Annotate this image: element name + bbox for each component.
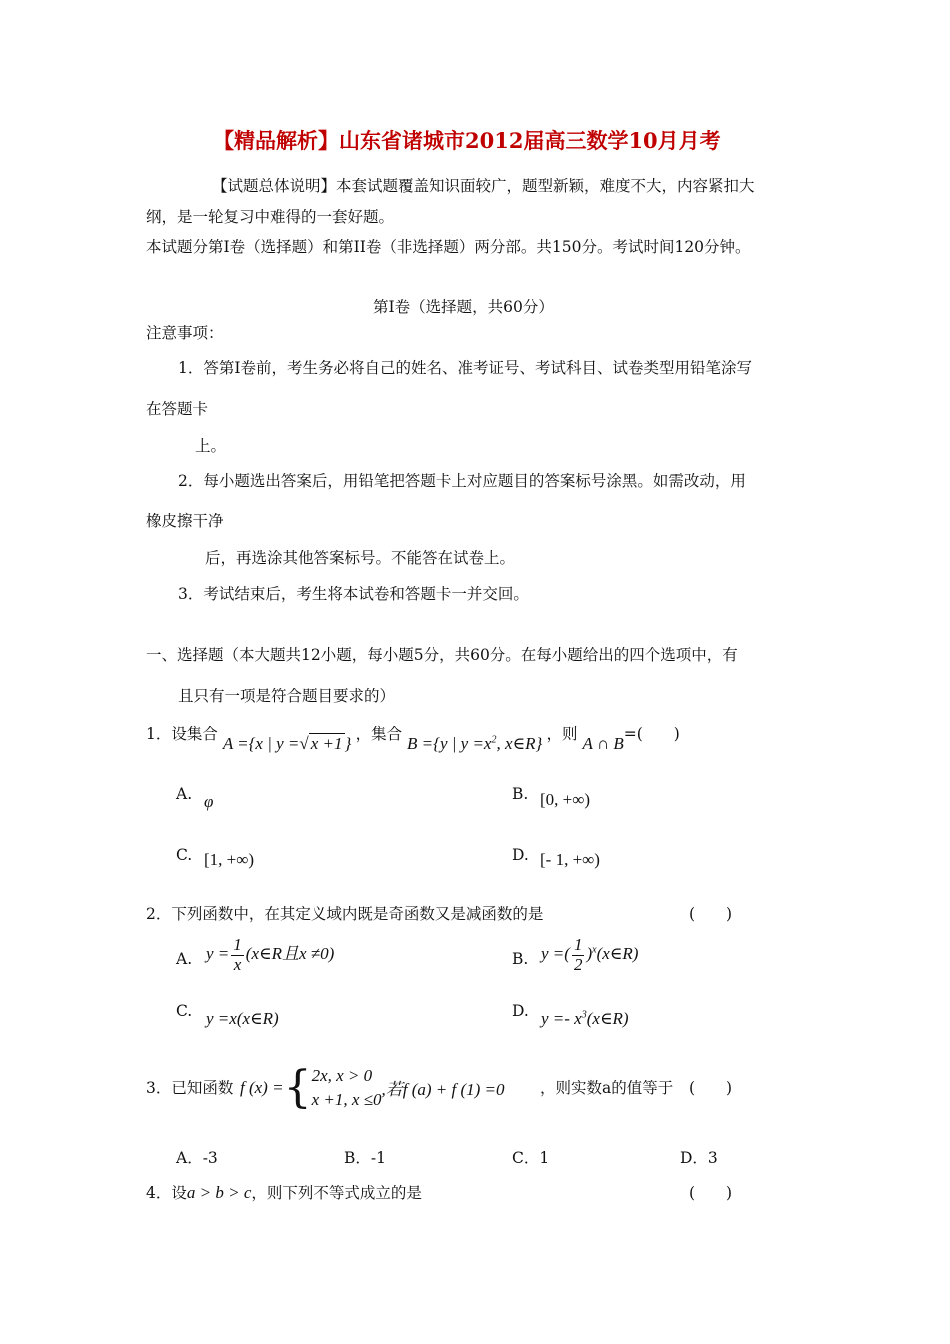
q1-option-b-label: B. (512, 785, 529, 803)
notes-heading: 注意事项： (146, 324, 224, 342)
q2-option-b-value (541, 936, 638, 974)
q3-bracket: ( ) (689, 1079, 733, 1097)
q1-option-c-value: [1, +∞) (204, 850, 255, 869)
q1-ask-pre: ，则 (546, 725, 578, 743)
q2-option-a-label: A. (176, 950, 193, 968)
note-1b: 在答题卡 (146, 400, 209, 418)
q1-option-d-value: [- 1, +∞) (540, 850, 600, 869)
q1-set-b-tail: , x∈R} (496, 734, 543, 753)
q2-b-denominator: 2 (573, 954, 583, 974)
q2-b-domain: (x∈R) (596, 944, 639, 964)
page-title: 【精品解析】山东省诸城市2012届高三数学10月月考 (213, 128, 721, 153)
q1-ask: A ∩ B (582, 734, 624, 753)
q2-b-lhs: y =( (541, 944, 570, 964)
q4-prefix: 4．设 (146, 1184, 187, 1202)
q1-option-a-label: A. (176, 785, 193, 803)
part1-heading: 第Ⅰ卷（选择题，共60分） (373, 298, 554, 316)
note-3: 3．考试结束后，考生将本试卷和答题卡一并交回。 (178, 585, 529, 603)
q2-option-b-label: B. (512, 950, 529, 968)
q2-a-fraction (231, 936, 244, 974)
q4-stem (146, 1181, 422, 1203)
q1-set-a-right: } (344, 734, 352, 753)
q2-d-exponent: 3 (581, 1009, 587, 1021)
q2-a-denominator: x (233, 954, 242, 974)
q3-option-d: D．3 (680, 1149, 718, 1167)
q1-option-a-value: φ (204, 792, 214, 811)
q1-stem (146, 722, 680, 753)
note-2a: 2．每小题选出答案后，用铅笔把答题卡上对应题目的答案标号涂黑。如需改动，用 (178, 472, 746, 490)
q2-option-a-value (206, 936, 334, 974)
q1-ask-eq: = (623, 725, 637, 743)
q3-brace: { (283, 1061, 312, 1113)
q1-set-a-radicand: x +1 (310, 734, 343, 753)
q3-option-a: A．-3 (176, 1149, 218, 1167)
q2-d-domain: (x∈R) (586, 1009, 629, 1028)
q4-condition: a > b > c (186, 1183, 252, 1202)
note-1a: 1．答第Ⅰ卷前，考生务必将自己的姓名、准考证号、考试科目、试卷类型用铅笔涂写 (178, 359, 752, 377)
q2-a-domain: (x∈R且x ≠0) (245, 944, 335, 964)
q4-tail: ，则下列不等式成立的是 (251, 1184, 422, 1202)
q1-set-b (407, 734, 547, 753)
q1-bracket: ( ) (636, 725, 680, 743)
intro-line-2: 纲，是一轮复习中难得的一套好题。 (146, 208, 395, 226)
note-1c: 上。 (195, 437, 227, 455)
q2-b-fraction (572, 936, 585, 974)
q1-option-d-label: D. (512, 846, 529, 864)
q1-mid: ，集合 (355, 725, 403, 743)
q3-case-2: x +1, x ≤0 (311, 1089, 382, 1109)
q2-option-c-label: C. (176, 1002, 193, 1020)
q2-a-lhs: y = (206, 944, 230, 964)
q1-set-a: A ={x | y =√ x +1 } (222, 734, 352, 753)
note-2c: 后，再选涂其他答案标号。不能答在试卷上。 (205, 549, 516, 567)
q3-function (240, 1061, 505, 1113)
note-2b: 橡皮擦干净 (146, 512, 224, 530)
q3-tail: ，则实数a的值等于 (540, 1079, 674, 1097)
q3-case-1: 2x, x > 0 (311, 1066, 373, 1085)
q1-prefix: 1．设集合 (146, 725, 218, 743)
q2-b-exponent: x (592, 944, 597, 956)
q1-set-b-exponent: 2 (491, 734, 497, 746)
q2-d-lhs: y =- x (541, 1009, 582, 1028)
q4-bracket: ( ) (689, 1184, 733, 1202)
q2-bracket: ( ) (689, 905, 733, 923)
section1-line-1: 一、选择题（本大题共12小题，每小题5分，共60分。在每小题给出的四个选项中，有 (146, 646, 738, 664)
q3-option-b: B．-1 (344, 1149, 386, 1167)
q3-cases (312, 1064, 382, 1112)
q2-option-c-value: y =x(x∈R) (206, 1009, 279, 1028)
q2-stem: 2．下列函数中，在其定义域内既是奇函数又是减函数的是 (146, 905, 544, 923)
q2-b-close: ) (586, 944, 593, 964)
q1-set-a-left: A ={x | y = (222, 734, 300, 753)
q2-a-numerator: 1 (233, 935, 242, 954)
q1-option-b-value: [0, +∞) (540, 790, 591, 809)
q2-option-d-label: D. (512, 1002, 529, 1020)
q3-condition: ,若f (a) + f (1) =0 (381, 1080, 505, 1100)
q1-option-c-label: C. (176, 846, 193, 864)
section1-line-2: 且只有一项是符合题目要求的） (178, 687, 396, 705)
q1-set-b-body: B ={y | y =x (407, 734, 492, 753)
q3-fx: f (x) = (240, 1077, 284, 1097)
q3-option-c: C．1 (512, 1149, 550, 1167)
q2-option-d-value (541, 1009, 629, 1029)
q3-prefix: 3．已知函数 (146, 1079, 234, 1097)
intro-line-3: 本试题分第Ⅰ卷（选择题）和第II卷（非选择题）两分部。共150分。考试时间120分钟。 (146, 238, 751, 256)
q2-b-numerator: 1 (573, 935, 583, 954)
intro-line-1: 【试题总体说明】本套试题覆盖知识面较广，题型新颖，难度不大，内容紧扣大 (212, 177, 755, 195)
